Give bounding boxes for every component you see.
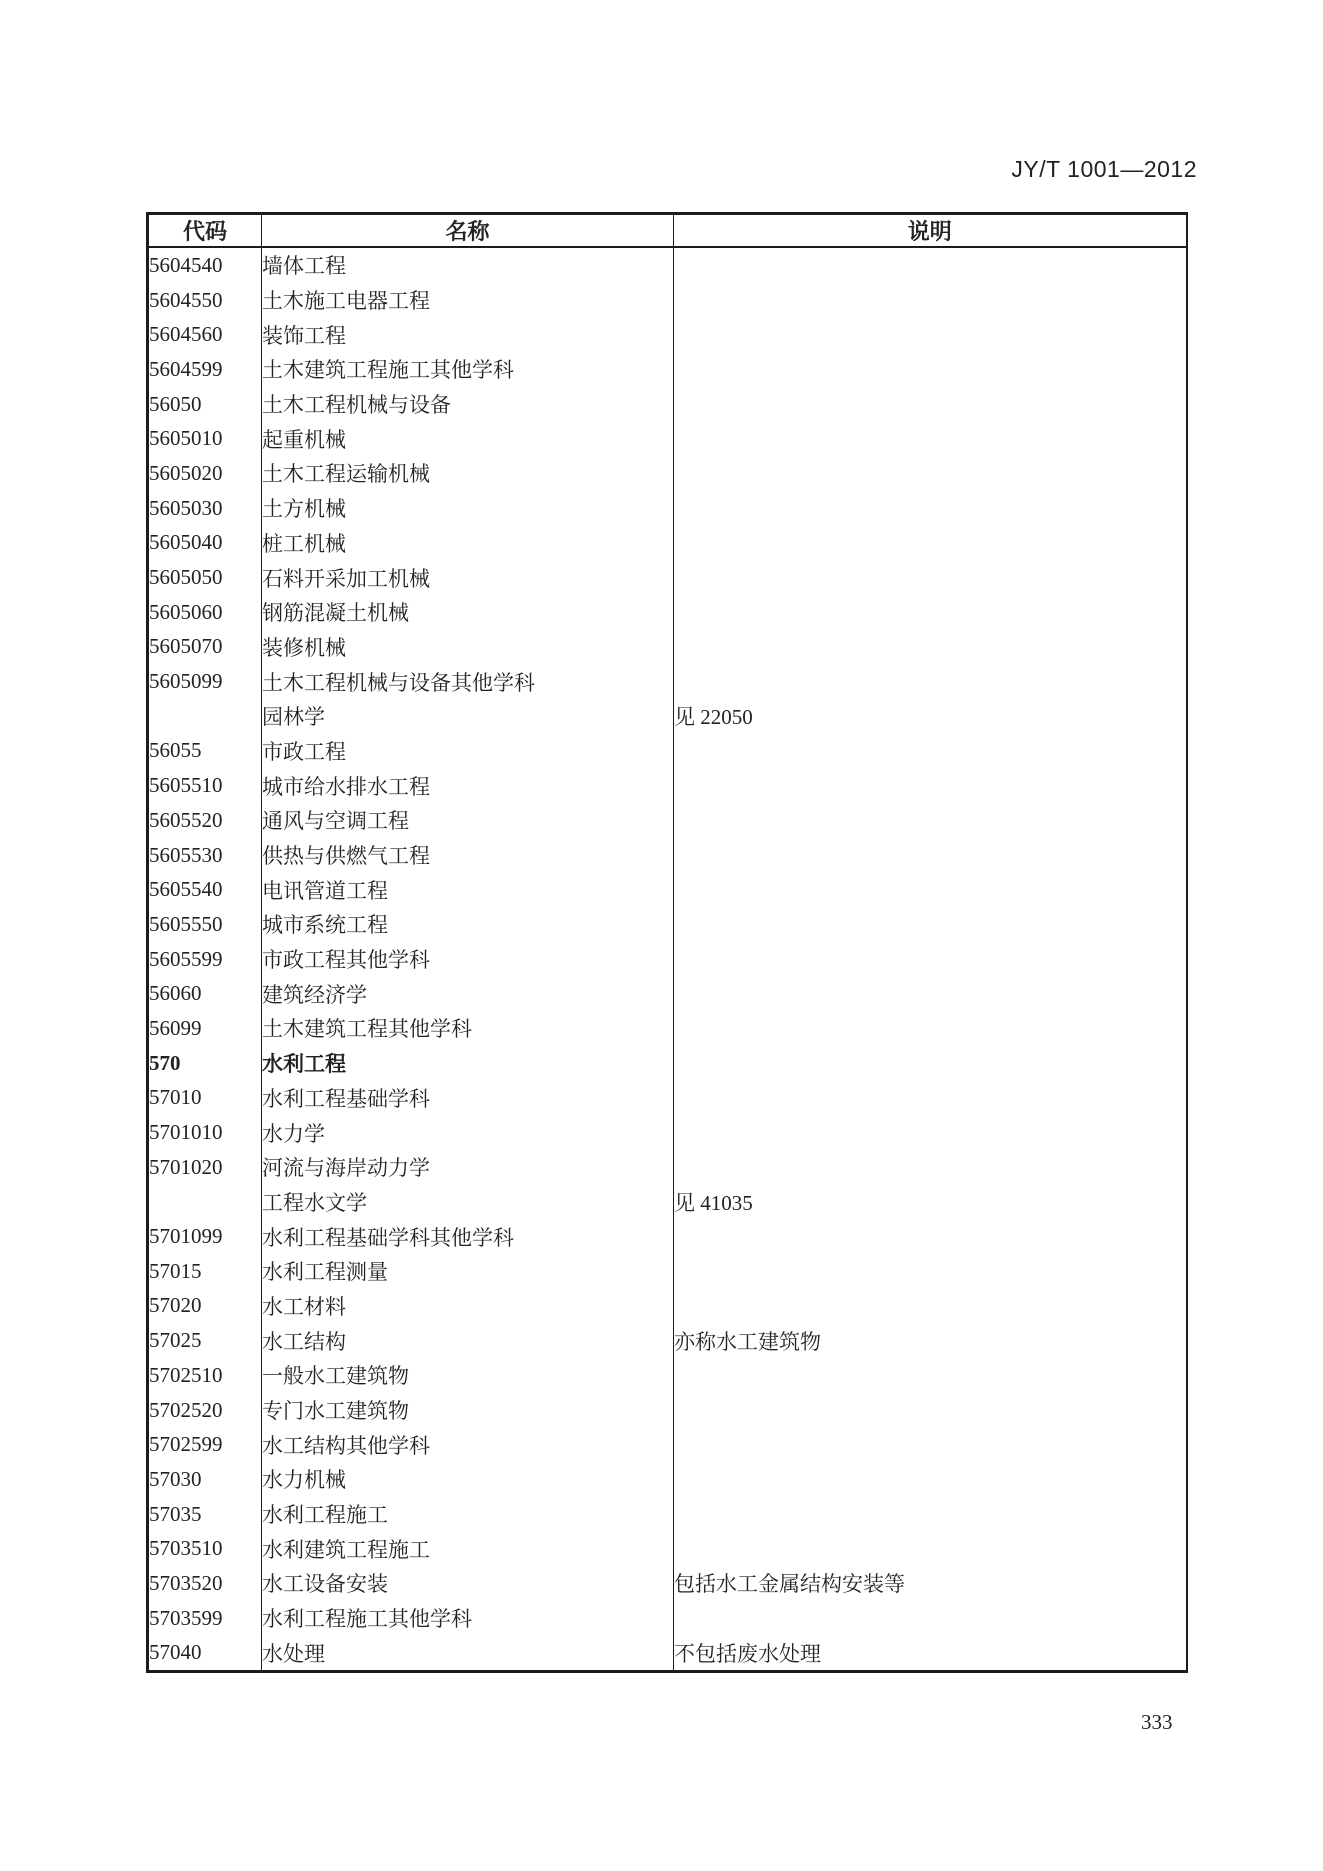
cell-name: 水工材料 [262,1289,674,1324]
cell-code: 5703520 [149,1570,223,1595]
cell-code: 5605530 [149,842,223,867]
cell-code [148,699,262,734]
cell-code: 56060 [149,981,202,1006]
cell-note [674,1046,1187,1081]
cell-note [674,1393,1187,1428]
cell-code: 5605040 [149,530,223,555]
cell-code: 56050 [149,391,202,416]
cell-name: 城市系统工程 [262,907,674,942]
cell-name: 水利工程施工其他学科 [262,1601,674,1636]
cell-note [674,317,1187,352]
cell-name: 水利工程基础学科 [262,1081,674,1116]
cell-name: 土木工程机械与设备其他学科 [262,664,674,699]
cell-note: 包括水工金属结构安装等 [674,1566,1187,1601]
table-row [148,283,1187,318]
table-row [148,803,1187,838]
cell-code: 57035 [149,1501,202,1526]
cell-name: 专门水工建筑物 [262,1393,674,1428]
column-header-code: 代码 [148,214,262,248]
table-row [148,1150,1187,1185]
table-row [148,560,1187,595]
table-row [148,421,1187,456]
cell-note: 见 41035 [674,1185,1187,1220]
column-header-name: 名称 [262,214,674,248]
table-row [148,734,1187,769]
table-row [148,352,1187,387]
cell-name: 水利工程基础学科其他学科 [262,1219,674,1254]
table-row [148,1081,1187,1116]
cell-code: 570 [149,1050,181,1075]
cell-name: 水工设备安装 [262,1566,674,1601]
table-row [148,1254,1187,1289]
cell-name: 桩工机械 [262,526,674,561]
table-row [148,1358,1187,1393]
cell-code: 5702520 [149,1397,223,1422]
cell-name: 装修机械 [262,630,674,665]
cell-note [674,1531,1187,1566]
table-row [148,1115,1187,1150]
cell-name: 装饰工程 [262,317,674,352]
table-row [148,317,1187,352]
cell-name: 市政工程 [262,734,674,769]
cell-name: 土木施工电器工程 [262,283,674,318]
cell-name: 电讯管道工程 [262,872,674,907]
cell-note [674,664,1187,699]
cell-code: 56099 [149,1015,202,1040]
cell-name: 园林学 [262,699,674,734]
cell-note [674,526,1187,561]
table-row [148,456,1187,491]
cell-note [674,803,1187,838]
table-row [148,664,1187,699]
table-row [148,699,1187,734]
cell-note [674,734,1187,769]
cell-note [674,491,1187,526]
cell-name: 土木工程运输机械 [262,456,674,491]
cell-note [674,976,1187,1011]
table-row [148,1046,1187,1081]
doc-number: JY/T 1001—2012 [1011,156,1197,182]
cell-note [674,387,1187,422]
cell-code: 5605510 [149,773,223,798]
cell-note [674,352,1187,387]
cell-code: 5604599 [149,356,223,381]
cell-note [674,1254,1187,1289]
cell-name: 水力机械 [262,1462,674,1497]
cell-name: 水利建筑工程施工 [262,1531,674,1566]
cell-code: 57010 [149,1085,202,1110]
cell-note [674,456,1187,491]
table-row [148,1566,1187,1601]
cell-code: 5703510 [149,1536,223,1561]
cell-code: 5605020 [149,460,223,485]
cell-code: 5702510 [149,1362,223,1387]
cell-code: 5701099 [149,1224,223,1249]
cell-note [674,1427,1187,1462]
cell-code: 5605030 [149,495,223,520]
table-row [148,976,1187,1011]
cell-note [674,838,1187,873]
cell-name: 起重机械 [262,421,674,456]
cell-note: 亦称水工建筑物 [674,1323,1187,1358]
cell-code: 5701010 [149,1120,223,1145]
cell-name: 石料开采加工机械 [262,560,674,595]
cell-name: 工程水文学 [262,1185,674,1220]
cell-code: 5605099 [149,669,223,694]
cell-note [674,942,1187,977]
cell-code: 5702599 [149,1432,223,1457]
cell-note: 见 22050 [674,699,1187,734]
cell-name: 通风与空调工程 [262,803,674,838]
cell-name: 水利工程 [262,1046,674,1081]
cell-note [674,1289,1187,1324]
cell-name: 土木工程机械与设备 [262,387,674,422]
table-row [148,247,1187,283]
cell-name: 河流与海岸动力学 [262,1150,674,1185]
cell-note [674,872,1187,907]
cell-note [674,907,1187,942]
cell-note [674,421,1187,456]
cell-name: 水利工程施工 [262,1497,674,1532]
table-row [148,1011,1187,1046]
table-row [148,1462,1187,1497]
cell-name: 一般水工建筑物 [262,1358,674,1393]
table-row [148,526,1187,561]
cell-name: 城市给水排水工程 [262,768,674,803]
cell-code: 57025 [149,1328,202,1353]
cell-code: 5605520 [149,807,223,832]
cell-note [674,1219,1187,1254]
table-header-row [148,214,1187,248]
table-row [148,1497,1187,1532]
cell-code: 5605070 [149,634,223,659]
cell-note [674,630,1187,665]
cell-code [148,1185,262,1220]
cell-name: 钢筋混凝土机械 [262,595,674,630]
cell-name: 土木建筑工程施工其他学科 [262,352,674,387]
cell-name: 墙体工程 [262,247,674,283]
cell-note [674,1497,1187,1532]
cell-name: 供热与供燃气工程 [262,838,674,873]
cell-note [674,1462,1187,1497]
cell-code: 57020 [149,1293,202,1318]
cell-code: 56055 [149,738,202,763]
cell-code: 5605060 [149,599,223,624]
table-row [148,872,1187,907]
cell-name: 水工结构 [262,1323,674,1358]
table-row [148,1323,1187,1358]
cell-note [674,595,1187,630]
cell-code: 5605540 [149,877,223,902]
cell-code: 5701020 [149,1154,223,1179]
cell-code: 5605050 [149,565,223,590]
cell-code: 5703599 [149,1605,223,1630]
cell-name: 市政工程其他学科 [262,942,674,977]
cell-note [674,247,1187,283]
cell-note [674,1358,1187,1393]
table-row [148,1636,1187,1672]
table-row [148,491,1187,526]
cell-code: 5604550 [149,287,223,312]
table-row [148,942,1187,977]
cell-note: 不包括废水处理 [674,1636,1187,1672]
cell-note [674,283,1187,318]
cell-name: 水工结构其他学科 [262,1427,674,1462]
cell-name: 水利工程测量 [262,1254,674,1289]
cell-name: 水处理 [262,1636,674,1672]
cell-note [674,1081,1187,1116]
table-row [148,1601,1187,1636]
cell-note [674,560,1187,595]
cell-name: 土木建筑工程其他学科 [262,1011,674,1046]
table-row [148,595,1187,630]
cell-note [674,1601,1187,1636]
table-row [148,1393,1187,1428]
cell-note [674,1150,1187,1185]
table-row [148,1219,1187,1254]
cell-code: 5604560 [149,322,223,347]
cell-note [674,1011,1187,1046]
cell-code: 5605010 [149,426,223,451]
cell-code: 57030 [149,1466,202,1491]
table-row [148,1289,1187,1324]
table-row [148,838,1187,873]
table-row [148,1531,1187,1566]
cell-name: 土方机械 [262,491,674,526]
cell-code: 57015 [149,1258,202,1283]
column-header-note: 说明 [674,214,1187,248]
cell-code: 57040 [149,1640,202,1665]
table-row [148,907,1187,942]
table-row [148,1185,1187,1220]
cell-name: 建筑经济学 [262,976,674,1011]
table-row [148,1427,1187,1462]
table-row [148,768,1187,803]
cell-code: 5605550 [149,911,223,936]
cell-code: 5604540 [149,252,223,277]
table-row [148,630,1187,665]
classification-table [146,212,1188,1673]
table-row [148,387,1187,422]
cell-note [674,768,1187,803]
cell-note [674,1115,1187,1150]
cell-name: 水力学 [262,1115,674,1150]
cell-code: 5605599 [149,946,223,971]
page-number: 333 [1141,1710,1173,1734]
